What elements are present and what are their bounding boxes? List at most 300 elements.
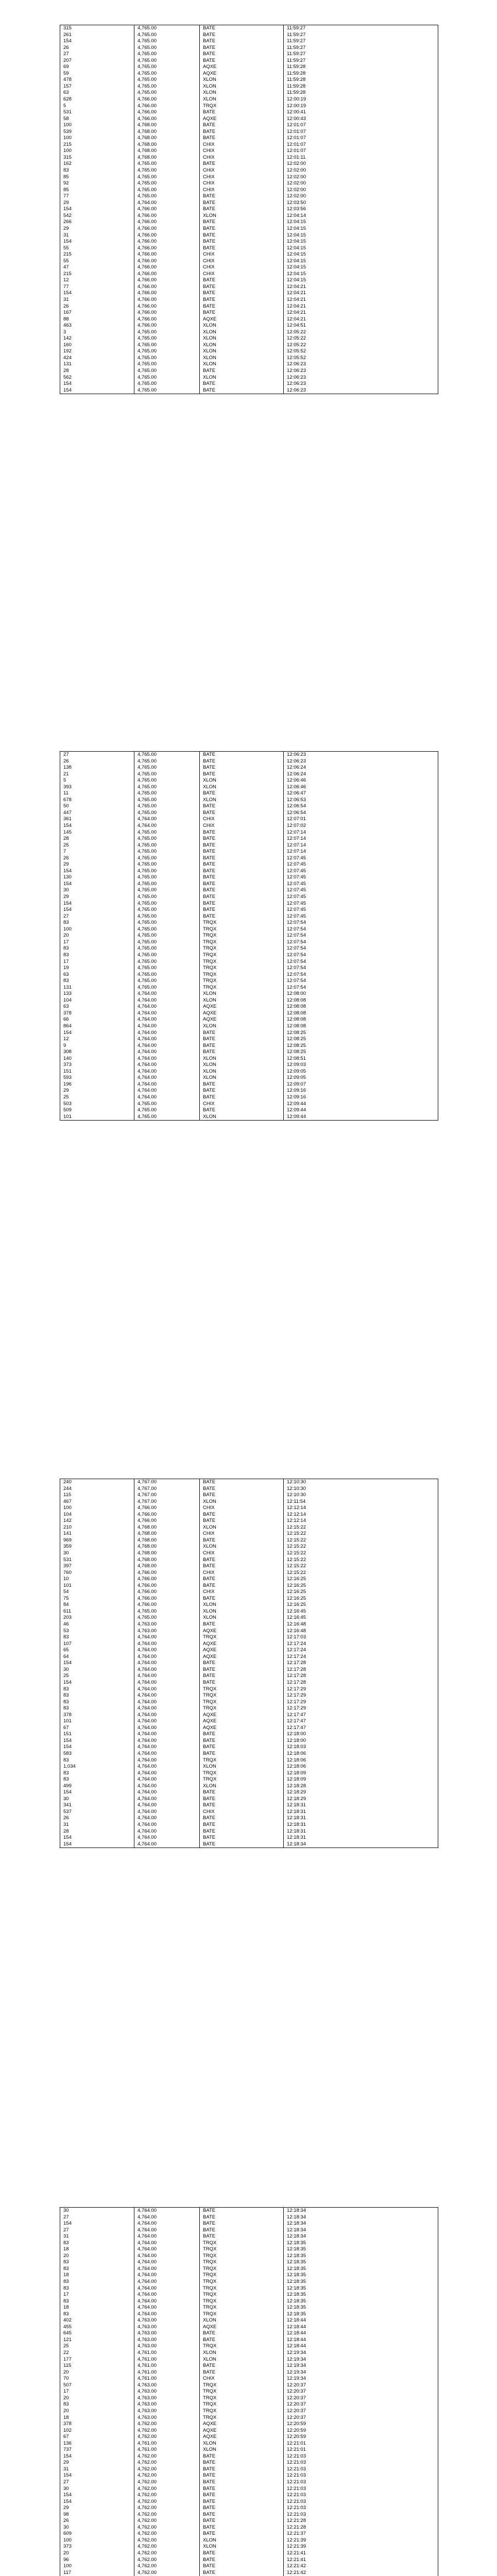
trade-volume: 100 <box>60 122 134 129</box>
trade-price: 4,765.00 <box>134 752 200 758</box>
table-row <box>60 907 438 913</box>
trade-time: 12:08:08 <box>284 1010 438 1017</box>
trade-price: 4,765.00 <box>134 777 200 784</box>
trade-venue: XLON <box>200 2357 284 2363</box>
trade-venue: TRQX <box>200 2279 284 2285</box>
trade-price: 4,768.00 <box>134 1544 200 1550</box>
trade-venue: BATE <box>200 1789 284 1796</box>
trade-time: 12:07:01 <box>284 816 438 823</box>
trade-time: 12:00:19 <box>284 103 438 110</box>
trade-price: 4,764.00 <box>134 2253 200 2260</box>
trade-time: 12:07:45 <box>284 881 438 888</box>
table-row <box>60 2441 438 2447</box>
trade-venue: XLON <box>200 2350 284 2357</box>
table-row <box>60 894 438 901</box>
trade-time: 12:17:24 <box>284 1647 438 1654</box>
trade-price: 4,765.00 <box>134 58 200 64</box>
trade-time: 12:15:22 <box>284 1537 438 1544</box>
trade-venue: BATE <box>200 1822 284 1828</box>
trade-volume: 100 <box>60 2537 134 2544</box>
trade-time: 12:18:06 <box>284 1757 438 1764</box>
trade-price: 4,761.00 <box>134 2357 200 2363</box>
trade-time: 12:04:14 <box>284 213 438 219</box>
trade-venue: TRQX <box>200 926 284 933</box>
trade-time: 12:18:34 <box>284 2221 438 2227</box>
trade-price: 4,762.00 <box>134 2531 200 2537</box>
table-row <box>60 2304 438 2311</box>
trade-volume: 402 <box>60 2317 134 2324</box>
trade-price: 4,764.00 <box>134 200 200 207</box>
trade-volume: 478 <box>60 77 134 83</box>
trade-venue: XLON <box>200 342 284 349</box>
trade-volume: 359 <box>60 1544 134 1550</box>
trade-venue: TRQX <box>200 939 284 946</box>
trade-time: 12:07:45 <box>284 907 438 913</box>
table-row <box>60 855 438 862</box>
trade-price: 4,764.00 <box>134 1010 200 1017</box>
trade-time: 12:17:47 <box>284 1718 438 1725</box>
trade-price: 4,765.00 <box>134 926 200 933</box>
trade-venue: BATE <box>200 1583 284 1589</box>
trade-venue: BATE <box>200 868 284 875</box>
trade-volume: 30 <box>60 1796 134 1803</box>
table-row <box>60 1512 438 1518</box>
trade-price: 4,764.00 <box>134 2279 200 2285</box>
trade-time: 12:16:25 <box>284 1583 438 1589</box>
trade-venue: BATE <box>200 135 284 142</box>
table-row <box>60 972 438 978</box>
trade-venue: TRQX <box>200 2408 284 2415</box>
table-row <box>60 2415 438 2421</box>
table-row <box>60 1692 438 1699</box>
trade-venue: BATE <box>200 2369 284 2376</box>
table-row <box>60 874 438 881</box>
trades-table <box>60 751 438 1121</box>
table-row <box>60 1731 438 1738</box>
trade-time: 12:04:15 <box>284 271 438 278</box>
trade-venue: XLON <box>200 1499 284 1505</box>
trade-time: 12:02:00 <box>284 180 438 187</box>
trade-volume: 12 <box>60 277 134 284</box>
trade-price: 4,762.00 <box>134 2434 200 2441</box>
trade-venue: TRQX <box>200 1770 284 1777</box>
trade-time: 12:18:34 <box>284 1841 438 1848</box>
trade-price: 4,762.00 <box>134 2505 200 2512</box>
table-row <box>60 1570 438 1577</box>
table-row <box>60 32 438 39</box>
trade-price: 4,766.00 <box>134 116 200 123</box>
trade-price: 4,764.00 <box>134 2272 200 2279</box>
trade-volume: 20 <box>60 2408 134 2415</box>
trade-volume: 463 <box>60 323 134 329</box>
trade-time: 12:06:23 <box>284 375 438 381</box>
table-row <box>60 342 438 349</box>
trade-price: 4,762.00 <box>134 2479 200 2486</box>
trade-volume: 17 <box>60 2292 134 2298</box>
trade-price: 4,764.00 <box>134 1705 200 1712</box>
trade-price: 4,767.00 <box>134 1486 200 1493</box>
table-row <box>60 2363 438 2369</box>
trade-price: 4,765.00 <box>134 907 200 913</box>
trade-price: 4,766.00 <box>134 232 200 239</box>
trade-volume: 54 <box>60 1589 134 1596</box>
trade-price: 4,762.00 <box>134 2544 200 2550</box>
trade-venue: BATE <box>200 2505 284 2512</box>
trade-time: 12:05:22 <box>284 335 438 342</box>
trade-price: 4,766.00 <box>134 1583 200 1589</box>
trade-venue: XLON <box>200 361 284 368</box>
trade-price: 4,764.00 <box>134 1835 200 1841</box>
trade-volume: 196 <box>60 1081 134 1088</box>
trade-price: 4,765.00 <box>134 855 200 862</box>
trade-venue: BATE <box>200 752 284 758</box>
trade-venue: TRQX <box>200 2395 284 2402</box>
trade-venue: BATE <box>200 810 284 817</box>
trade-price: 4,768.00 <box>134 148 200 155</box>
trade-price: 4,765.00 <box>134 959 200 965</box>
trade-time: 12:03:56 <box>284 206 438 213</box>
trade-price: 4,764.00 <box>134 1815 200 1822</box>
trade-venue: BATE <box>200 790 284 797</box>
trade-price: 4,761.00 <box>134 2350 200 2357</box>
trade-time: 12:18:31 <box>284 1809 438 1816</box>
trade-volume: 140 <box>60 1056 134 1062</box>
table-row <box>60 109 438 116</box>
table-row <box>60 2233 438 2240</box>
trade-time: 12:18:34 <box>284 2233 438 2240</box>
trade-venue: BATE <box>200 1815 284 1822</box>
table-row <box>60 991 438 997</box>
trade-time: 12:21:41 <box>284 2550 438 2557</box>
table-row <box>60 1776 438 1783</box>
trade-price: 4,765.00 <box>134 193 200 200</box>
trade-venue: XLON <box>200 83 284 90</box>
trade-time: 12:04:21 <box>284 290 438 297</box>
trade-time: 12:07:54 <box>284 959 438 965</box>
trade-time: 12:09:16 <box>284 1088 438 1094</box>
trade-price: 4,761.00 <box>134 2363 200 2369</box>
trade-venue: BATE <box>200 290 284 297</box>
trade-venue: TRQX <box>200 1634 284 1641</box>
table-row <box>60 226 438 232</box>
table-row <box>60 1081 438 1088</box>
trade-time: 12:06:23 <box>284 361 438 368</box>
table-row <box>60 2279 438 2285</box>
trade-volume: 28 <box>60 368 134 375</box>
trade-venue: XLON <box>200 784 284 791</box>
trade-time: 12:18:31 <box>284 1828 438 1835</box>
trade-venue: BATE <box>200 1828 284 1835</box>
table-row <box>60 933 438 939</box>
trade-venue: BATE <box>200 1835 284 1841</box>
trade-volume: 424 <box>60 355 134 362</box>
trade-venue: TRQX <box>200 1686 284 1693</box>
trade-time: 12:01:07 <box>284 129 438 135</box>
trade-volume: 88 <box>60 316 134 323</box>
table-row <box>60 1075 438 1081</box>
table-row <box>60 387 438 394</box>
trade-price: 4,762.00 <box>134 2460 200 2466</box>
trade-volume: 65 <box>60 1647 134 1654</box>
trade-venue: BATE <box>200 861 284 868</box>
trade-time: 12:00:19 <box>284 96 438 103</box>
trade-volume: 104 <box>60 997 134 1004</box>
trade-time: 12:04:21 <box>284 303 438 310</box>
trade-volume: 447 <box>60 810 134 817</box>
trade-venue: BATE <box>200 2337 284 2344</box>
trade-time: 12:21:03 <box>284 2486 438 2493</box>
table-row <box>60 1757 438 1764</box>
trade-time: 11:59:28 <box>284 71 438 77</box>
table-row <box>60 758 438 765</box>
trade-volume: 154 <box>60 2472 134 2479</box>
trade-price: 4,765.00 <box>134 45 200 52</box>
trade-volume: 215 <box>60 142 134 148</box>
trade-time: 12:18:44 <box>284 2343 438 2350</box>
trade-venue: BATE <box>200 2563 284 2570</box>
table-row <box>60 965 438 972</box>
trade-time: 12:18:44 <box>284 2317 438 2324</box>
trade-time: 12:05:22 <box>284 342 438 349</box>
trade-time: 12:18:44 <box>284 2324 438 2331</box>
trade-volume: 58 <box>60 116 134 123</box>
table-row <box>60 239 438 245</box>
table-row <box>60 381 438 387</box>
trade-price: 4,765.00 <box>134 972 200 978</box>
trade-volume: 154 <box>60 881 134 888</box>
trade-volume: 167 <box>60 310 134 316</box>
trade-venue: BATE <box>200 206 284 213</box>
trade-volume: 244 <box>60 1486 134 1493</box>
trade-time: 12:07:54 <box>284 933 438 939</box>
trade-venue: BATE <box>200 829 284 836</box>
trade-volume: 20 <box>60 2550 134 2557</box>
trade-price: 4,765.00 <box>134 375 200 381</box>
table-row <box>60 2311 438 2318</box>
trade-volume: 30 <box>60 2486 134 2493</box>
trade-volume: 611 <box>60 1608 134 1615</box>
trade-volume: 154 <box>60 1789 134 1796</box>
trade-price: 4,765.00 <box>134 758 200 765</box>
trade-time: 12:02:00 <box>284 161 438 167</box>
table-row <box>60 2557 438 2564</box>
trade-volume: 393 <box>60 784 134 791</box>
trade-time: 12:18:34 <box>284 2214 438 2221</box>
trade-volume: 28 <box>60 1828 134 1835</box>
trade-venue: BATE <box>200 1660 284 1667</box>
trade-volume: 102 <box>60 2428 134 2434</box>
trade-price: 4,763.00 <box>134 2388 200 2395</box>
table-row <box>60 116 438 123</box>
table-row <box>60 1049 438 1056</box>
trade-time: 11:59:27 <box>284 45 438 52</box>
table-row <box>60 2550 438 2557</box>
trade-venue: XLON <box>200 1615 284 1621</box>
trade-price: 4,766.00 <box>134 1602 200 1608</box>
trade-volume: 104 <box>60 1512 134 1518</box>
trade-volume: 542 <box>60 213 134 219</box>
trade-price: 4,762.00 <box>134 2421 200 2428</box>
trade-time: 12:05:22 <box>284 329 438 336</box>
trade-price: 4,766.00 <box>134 310 200 316</box>
table-row <box>60 1822 438 1828</box>
trade-time: 12:09:16 <box>284 1094 438 1101</box>
table-row <box>60 1524 438 1531</box>
table-row <box>60 264 438 271</box>
trade-time: 12:09:44 <box>284 1114 438 1121</box>
trade-venue: XLON <box>200 1075 284 1081</box>
table-row <box>60 2505 438 2512</box>
trade-volume: 83 <box>60 1757 134 1764</box>
trade-volume: 83 <box>60 2285 134 2292</box>
trade-venue: BATE <box>200 1107 284 1114</box>
table-row <box>60 887 438 894</box>
trade-time: 12:09:03 <box>284 1062 438 1069</box>
trade-volume: 760 <box>60 1570 134 1577</box>
trade-volume: 154 <box>60 387 134 394</box>
trade-time: 12:04:15 <box>284 277 438 284</box>
trade-volume: 83 <box>60 2401 134 2408</box>
table-row <box>60 2227 438 2234</box>
trade-volume: 361 <box>60 816 134 823</box>
trade-venue: CHIX <box>200 1589 284 1596</box>
table-row <box>60 310 438 316</box>
table-row <box>60 765 438 771</box>
trade-price: 4,764.00 <box>134 1004 200 1010</box>
trade-venue: TRQX <box>200 2415 284 2421</box>
table-row <box>60 1088 438 1094</box>
trade-venue: BATE <box>200 2214 284 2221</box>
trade-price: 4,764.00 <box>134 1776 200 1783</box>
trade-time: 12:09:05 <box>284 1075 438 1081</box>
trade-price: 4,762.00 <box>134 2550 200 2557</box>
trade-price: 4,764.00 <box>134 1692 200 1699</box>
table-row <box>60 1016 438 1023</box>
trade-time: 12:04:15 <box>284 232 438 239</box>
table-row <box>60 1486 438 1493</box>
trade-time: 12:18:06 <box>284 1764 438 1770</box>
trade-time: 12:06:47 <box>284 790 438 797</box>
trade-time: 12:18:29 <box>284 1796 438 1803</box>
trade-price: 4,763.00 <box>134 2408 200 2415</box>
trade-venue: BATE <box>200 2363 284 2369</box>
table-row <box>60 1563 438 1570</box>
trade-volume: 83 <box>60 1699 134 1706</box>
trade-time: 12:17:28 <box>284 1667 438 1673</box>
table-row <box>60 1647 438 1654</box>
table-row <box>60 58 438 64</box>
trade-venue: BATE <box>200 2512 284 2518</box>
trade-volume: 378 <box>60 1712 134 1719</box>
trade-time: 12:02:00 <box>284 174 438 181</box>
trade-price: 4,765.00 <box>134 920 200 926</box>
trade-volume: 154 <box>60 1680 134 1686</box>
trade-volume: 467 <box>60 1499 134 1505</box>
trade-price: 4,768.00 <box>134 1557 200 1564</box>
trade-venue: TRQX <box>200 1705 284 1712</box>
trade-price: 4,768.00 <box>134 122 200 129</box>
trade-venue: BATE <box>200 368 284 375</box>
table-row <box>60 2266 438 2273</box>
trade-price: 4,764.00 <box>134 2240 200 2247</box>
trade-price: 4,765.00 <box>134 939 200 946</box>
trade-volume: 77 <box>60 193 134 200</box>
trade-volume: 18 <box>60 2272 134 2279</box>
trade-volume: 121 <box>60 2337 134 2344</box>
trade-time: 12:20:59 <box>284 2434 438 2441</box>
trade-venue: XLON <box>200 1023 284 1030</box>
trade-volume: 1,034 <box>60 1764 134 1770</box>
trade-time: 12:17:47 <box>284 1725 438 1732</box>
trade-volume: 107 <box>60 1641 134 1648</box>
trade-volume: 142 <box>60 1518 134 1524</box>
table-row <box>60 1608 438 1615</box>
trade-volume: 215 <box>60 271 134 278</box>
trade-volume: 136 <box>60 2441 134 2447</box>
trade-venue: CHIX <box>200 823 284 829</box>
trade-price: 4,764.00 <box>134 1828 200 1835</box>
trade-price: 4,763.00 <box>134 2343 200 2350</box>
trade-volume: 7 <box>60 849 134 855</box>
trade-time: 12:18:35 <box>284 2272 438 2279</box>
trade-price: 4,764.00 <box>134 2246 200 2253</box>
trade-venue: CHIX <box>200 148 284 155</box>
trade-price: 4,765.00 <box>134 945 200 952</box>
table-row <box>60 2246 438 2253</box>
trade-volume: 46 <box>60 1621 134 1628</box>
trade-time: 12:04:21 <box>284 297 438 303</box>
table-row <box>60 290 438 297</box>
trade-time: 12:20:37 <box>284 2395 438 2402</box>
trade-volume: 29 <box>60 226 134 232</box>
table-row <box>60 1030 438 1037</box>
trade-venue: BATE <box>200 1088 284 1094</box>
table-row <box>60 348 438 355</box>
table-row <box>60 1835 438 1841</box>
trade-venue: BATE <box>200 58 284 64</box>
trade-volume: 47 <box>60 264 134 271</box>
trade-time: 12:21:03 <box>284 2460 438 2466</box>
trade-time: 12:04:21 <box>284 310 438 316</box>
trade-price: 4,765.00 <box>134 187 200 194</box>
trade-price: 4,765.00 <box>134 77 200 83</box>
trade-price: 4,765.00 <box>134 335 200 342</box>
trade-time: 12:01:07 <box>284 148 438 155</box>
trade-volume: 27 <box>60 2227 134 2234</box>
trade-venue: BATE <box>200 387 284 394</box>
table-row <box>60 1505 438 1512</box>
table-row <box>60 2453 438 2460</box>
trade-time: 12:09:07 <box>284 1081 438 1088</box>
table-row <box>60 2337 438 2344</box>
trade-venue: TRQX <box>200 2240 284 2247</box>
trade-venue: XLON <box>200 1069 284 1075</box>
trade-time: 12:06:24 <box>284 765 438 771</box>
trade-venue: BATE <box>200 2233 284 2240</box>
trade-venue: BATE <box>200 842 284 849</box>
table-row <box>60 2460 438 2466</box>
trade-price: 4,764.00 <box>134 1783 200 1790</box>
trade-time: 12:02:00 <box>284 193 438 200</box>
trade-time: 12:10:30 <box>284 1492 438 1499</box>
trade-venue: BATE <box>200 122 284 129</box>
trade-volume: 64 <box>60 1654 134 1660</box>
trade-price: 4,762.00 <box>134 2499 200 2505</box>
table-row <box>60 77 438 83</box>
table-row <box>60 174 438 181</box>
trade-price: 4,765.00 <box>134 387 200 394</box>
trade-time: 11:59:27 <box>284 32 438 39</box>
